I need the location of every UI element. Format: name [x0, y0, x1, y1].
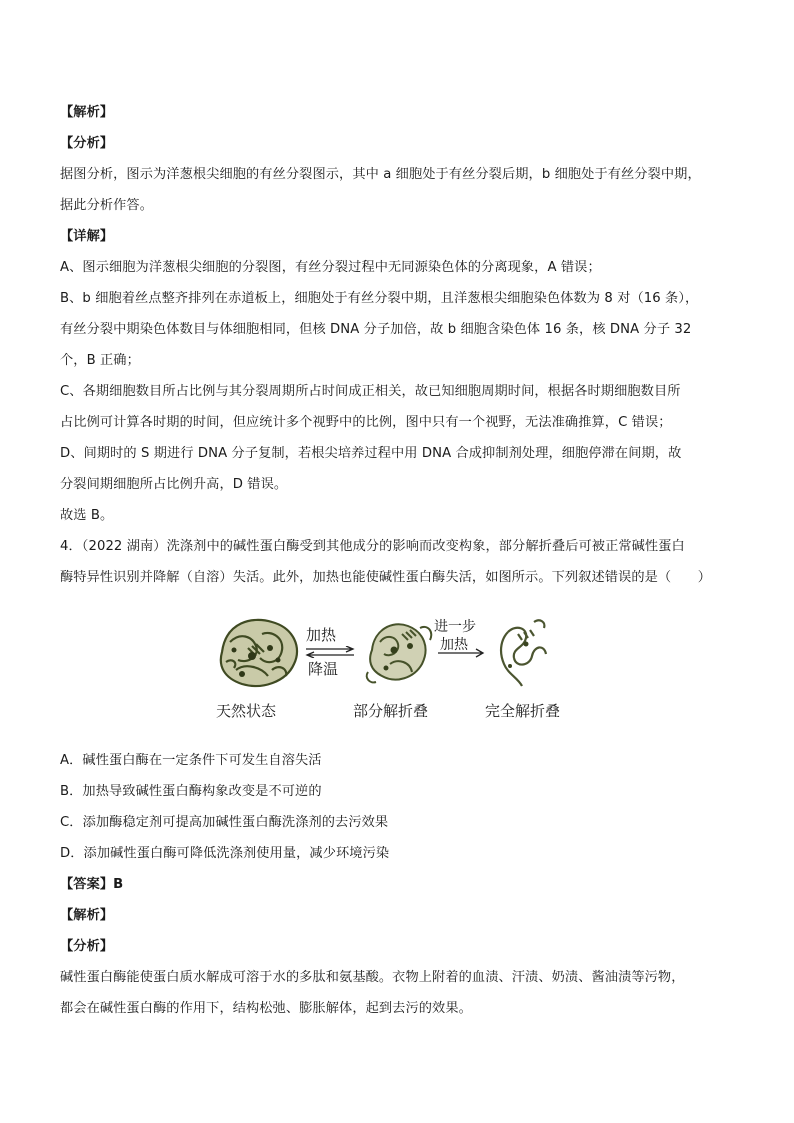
answer-line: 【答案】B — [60, 877, 124, 892]
analysis-subheading-2: 【分析】 — [60, 939, 114, 954]
partial-unfold-caption: 部分解折叠 — [353, 702, 429, 720]
native-state-caption: 天然状态 — [216, 702, 277, 720]
further-label-2: 加热 — [440, 637, 468, 653]
native-protein-image — [212, 612, 304, 692]
analysis-text-1b: 据此分析作答。 — [60, 198, 154, 213]
question-4-option-b: B．加热导致碱性蛋白酶构象改变是不可逆的 — [60, 784, 322, 799]
detail-option-d-2: 分裂间期细胞所占比例升高，D 错误。 — [60, 477, 288, 492]
detail-heading: 【详解】 — [60, 229, 114, 244]
detail-option-c-1: C、各期细胞数目所占比例与其分裂周期所占时间成正相关，故已知细胞周期时间，根据各时期细胞数目所 — [60, 384, 681, 399]
analysis-text-1a: 据图分析，图示为洋葱根尖细胞的有丝分裂图示，其中 a 细胞处于有丝分裂后期，b 细胞处于有丝分裂中期， — [60, 167, 701, 182]
question-4-option-d: D．添加碱性蛋白酶可降低洗涤剂使用量，减少环境污染 — [60, 846, 390, 861]
protein-unfolding-figure — [210, 608, 560, 736]
question-4-option-a: A．碱性蛋白酶在一定条件下可发生自溶失活 — [60, 753, 322, 768]
analysis-heading-2: 【解析】 — [60, 908, 114, 923]
detail-option-c-2: 占比例可计算各时期的时间，但应统计多个视野中的比例，图中只有一个视野，无法准确推算，C 错误； — [60, 415, 672, 430]
detail-option-d-1: D、间期时的 S 期进行 DNA 分子复制，若根尖培养过程中用 DNA 合成抑制剂处理，细胞停滞在间期，故 — [60, 446, 682, 461]
question-4-stem-2: 酶特异性识别并降解（自溶）失活。此外，加热也能使碱性蛋白酶失活，如图所示。下列叙述错误的是（ ） — [60, 570, 712, 585]
reversible-arrows — [304, 646, 356, 658]
cool-label: 降温 — [308, 660, 339, 678]
full-unfold-caption: 完全解折叠 — [485, 702, 561, 720]
further-label-1: 进一步 — [434, 619, 476, 635]
analysis-text-2b: 都会在碱性蛋白酶的作用下，结构松弛、膨胀解体，起到去污的效果。 — [60, 1001, 472, 1016]
analysis-subheading-1: 【分析】 — [60, 136, 114, 151]
heat-label: 加热 — [306, 626, 337, 644]
question-4-stem-1: 4．（2022 湖南）洗涤剂中的碱性蛋白酶受到其他成分的影响而改变构象，部分解折叠后可被正常碱性蛋白 — [60, 539, 685, 554]
conclusion-1: 故选 B。 — [60, 508, 114, 523]
detail-option-b-2: 有丝分裂中期染色体数目与体细胞相同，但核 DNA 分子加倍，故 b 细胞含染色体 16 条，核 DNA 分子 32 — [60, 322, 692, 337]
analysis-heading-1: 【解析】 — [60, 105, 114, 120]
detail-option-a: A、图示细胞为洋葱根尖细胞的分裂图，有丝分裂过程中无同源染色体的分离现象，A 错误； — [60, 260, 601, 275]
detail-option-b-1: B、b 细胞着丝点整齐排列在赤道板上，细胞处于有丝分裂中期，且洋葱根尖细胞染色体数为 8 对（16 条）， — [60, 291, 699, 306]
fully-unfolded-protein-image — [488, 614, 554, 692]
question-4-option-c: C．添加酶稳定剂可提高加碱性蛋白酶洗涤剂的去污效果 — [60, 815, 389, 830]
partially-unfolded-protein-image — [360, 614, 438, 692]
analysis-text-2a: 碱性蛋白酶能使蛋白质水解成可溶于水的多肽和氨基酸。衣物上附着的血渍、汗渍、奶渍、酱油渍等污物， — [60, 970, 685, 985]
detail-option-b-3: 个，B 正确； — [60, 353, 140, 368]
